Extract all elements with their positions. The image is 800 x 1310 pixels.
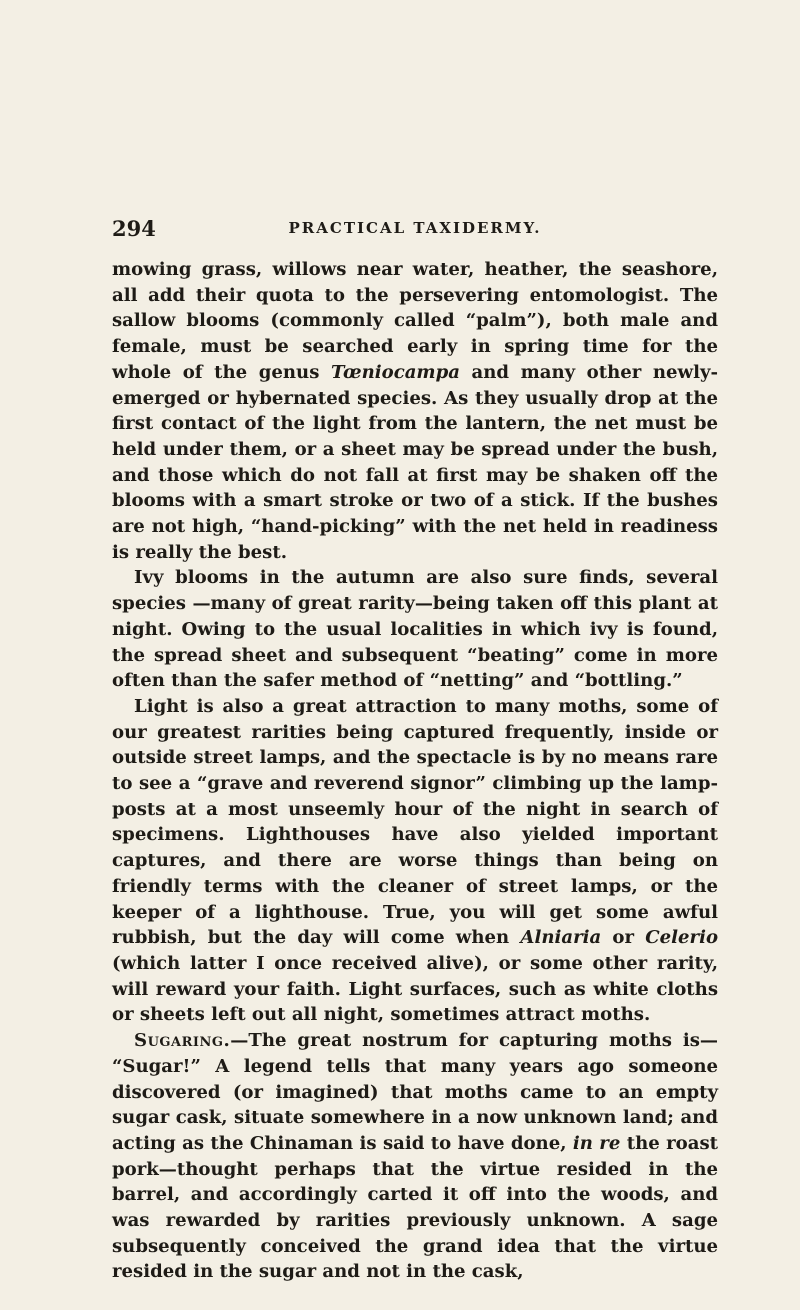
text-segment: (which latter I once received alive), or some other rarity, will reward your faith. Light surfaces, such as white cloths or sheets left out all night, sometimes attract moths.	[112, 952, 718, 1026]
page-header	[112, 216, 718, 246]
italic-term: Celerio	[645, 927, 719, 949]
text-segment: or	[601, 927, 646, 949]
text-segment: mowing grass, willows near water, heather, the seashore, all add their quota to the persevering entomologist. The sallow blooms (commonly called “palm”), both male and female, must be searched early in spring time for the whole of the genus	[112, 259, 718, 383]
italic-term: in re	[572, 1132, 621, 1154]
italic-term: Tœniocampa	[330, 361, 460, 383]
text-segment: Ivy blooms in the autumn are also sure finds, several species —many of great rarity—being taken off this plant at night. Owing to the usual localities in which ivy is found, the spread sheet and subsequent “beating” come in more often than the safer method of “netting” and “bottling.”	[112, 567, 718, 692]
body-text	[112, 257, 718, 1285]
text-segment: the roast pork—thought perhaps that the virtue resided in the barrel, and accordingly carted it off into the woods, and was rewarded by rarities previously unknown. A sage subsequently conceived the grand idea that the virtue resided in the sugar and not in the cask,	[112, 1132, 718, 1283]
text-segment: —The great nostrum for capturing moths is— “Sugar!” A legend tells that many years ago someone discovered (or imagined) that moths came to an empty sugar cask, situate somewhere in a now unknown land; and acting as the Chinaman is said to have done,	[112, 1030, 718, 1154]
running-head: PRACTICAL TAXIDERMY.	[288, 219, 542, 237]
section-heading-sugaring: Sugaring.	[134, 1030, 231, 1052]
paragraph-4	[112, 1028, 718, 1285]
paragraph-3	[112, 694, 718, 1028]
italic-term: Alniaria	[520, 927, 602, 949]
paragraph-2	[112, 565, 718, 694]
page-number: 294	[112, 216, 156, 241]
paragraph-1	[112, 257, 718, 565]
text-segment: Light is also a great attraction to many moths, some of our greatest rarities being captured frequently, inside or outside street lamps, and the spectacle is by no means rare to see a “grave and reverend signor” climbing up the lamp-posts at a most unseemly hour of the night in search of specimens. Lighthouses have also yielded important captures, and there are worse things than being on friendly terms with the cleaner of street lamps, or the keeper of a lighthouse. True, you will get some awful rubbish, but the day will come when	[112, 695, 718, 949]
text-segment: and many other newly-emerged or hybernated species. As they usually drop at the first contact of the light from the lantern, the net must be held under them, or a sheet may be spread under the bush, and those which do not fall at first may be shaken off the blooms with a smart stroke or two of a stick. If the bushes are not high, “hand-picking” with the net held in readiness is really the best.	[112, 361, 718, 563]
